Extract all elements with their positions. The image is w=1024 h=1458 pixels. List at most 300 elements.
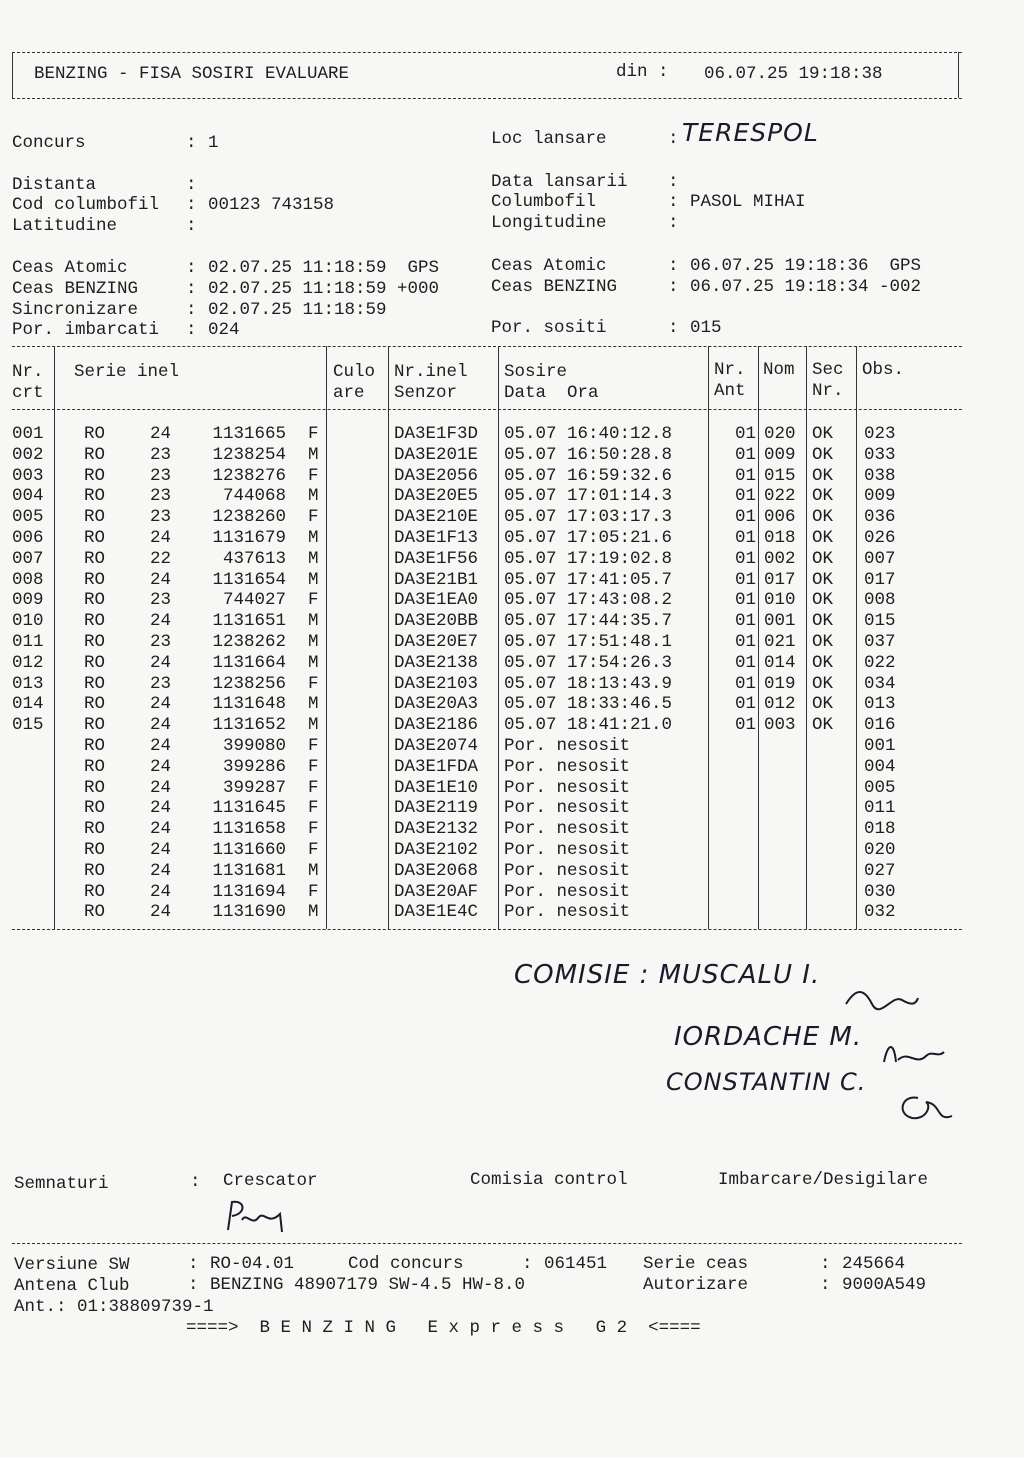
table-row <box>12 424 962 445</box>
table-row <box>12 611 962 632</box>
cell-tara: RO <box>84 548 106 569</box>
cod-columbofil-label: Cod columbofil <box>12 195 160 215</box>
cell-ant: 01 <box>734 632 756 652</box>
versiune-value: RO-04.01 <box>210 1254 295 1274</box>
cell-ant: 01 <box>734 507 756 528</box>
cod-concurs-label: Cod concurs <box>348 1254 464 1274</box>
cell-senzor: DA3E2138 <box>394 652 479 673</box>
data-lansarii-colon: : <box>668 172 679 192</box>
loc-lansare-colon: : <box>668 129 679 149</box>
cell-an: 24 <box>150 424 172 444</box>
th-culoare-1: Culo <box>333 362 376 382</box>
signature-2-icon <box>880 1036 950 1070</box>
cell-sosire: 05.07 17:19:02.8 <box>504 548 673 569</box>
cell-nr: 744027 <box>222 590 286 611</box>
cell-ant: 01 <box>734 611 756 632</box>
ceas-benzing-colon-right: : <box>668 277 679 297</box>
cell-sex: M <box>308 652 319 673</box>
th-nr-ant-1: Nr. <box>714 360 746 380</box>
cod-columbofil-value: 00123 743158 <box>208 195 335 215</box>
cell-nom: 017 <box>764 569 796 590</box>
cell-tara: RO <box>84 424 106 444</box>
th-nr-ant-2: Ant <box>714 381 746 401</box>
th-nr-crt-1: Nr. <box>12 362 44 382</box>
cell-obs: 004 <box>864 756 896 777</box>
ceas-atomic-colon-left: : <box>186 258 197 278</box>
cell-an: 24 <box>150 881 172 902</box>
loc-lansare-label: Loc lansare <box>491 129 607 149</box>
cell-ant: 01 <box>734 569 756 590</box>
cell-sosire: 05.07 17:03:17.3 <box>504 507 673 528</box>
cell-obs: 013 <box>864 694 896 715</box>
data-lansarii-label: Data lansarii <box>491 172 628 192</box>
din-value: 06.07.25 19:18:38 <box>704 64 883 84</box>
th-sec-2: Nr. <box>812 381 844 401</box>
cell-sex: M <box>308 548 319 569</box>
cod-concurs-colon: : <box>522 1254 533 1274</box>
cell-nom: 003 <box>764 715 796 736</box>
cell-ant: 01 <box>734 465 756 486</box>
cell-sec: OK <box>812 444 834 465</box>
cell-sec: OK <box>812 569 834 590</box>
cell-tara: RO <box>84 715 106 736</box>
cell-ant: 01 <box>734 715 756 736</box>
cell-crt: 006 <box>12 528 44 548</box>
header-top-rule <box>12 52 962 53</box>
sincronizare-value: 02.07.25 11:18:59 <box>208 300 387 320</box>
cell-an: 24 <box>150 736 172 756</box>
cell-tara: RO <box>84 860 106 881</box>
cell-obs: 038 <box>864 465 896 486</box>
cell-an: 24 <box>150 611 172 632</box>
semnaturi-label: Semnaturi <box>14 1174 109 1194</box>
cell-ant: 01 <box>734 486 756 507</box>
cell-senzor: DA3E20BB <box>394 611 479 632</box>
cell-tara: RO <box>84 881 106 902</box>
cell-nr: 399080 <box>222 736 286 756</box>
cell-senzor: DA3E1FDA <box>394 756 479 777</box>
table-row <box>12 549 962 570</box>
cell-tara: RO <box>84 756 106 777</box>
cell-sosire: Por. nesosit <box>504 881 631 902</box>
cell-crt: 004 <box>12 486 44 507</box>
cell-nom: 012 <box>764 694 796 715</box>
cell-an: 24 <box>150 569 172 590</box>
latitudine-label: Latitudine <box>12 216 118 236</box>
cell-senzor: DA3E1F56 <box>394 548 479 569</box>
cell-obs: 027 <box>864 860 896 881</box>
cell-sex: F <box>308 507 319 528</box>
cell-nr: 1131651 <box>212 611 286 632</box>
cell-obs: 030 <box>864 881 896 902</box>
cell-sec: OK <box>812 694 834 715</box>
table-row <box>12 466 962 487</box>
cell-crt: 011 <box>12 632 44 652</box>
cell-an: 23 <box>150 486 172 507</box>
cell-sec: OK <box>812 632 834 652</box>
table-row <box>12 840 962 861</box>
cell-tara: RO <box>84 569 106 590</box>
columbofil-colon: : <box>668 192 679 212</box>
cell-obs: 015 <box>864 611 896 632</box>
cell-senzor: DA3E2068 <box>394 860 479 881</box>
cell-an: 22 <box>150 548 172 569</box>
th-serie-inel: Serie inel <box>74 362 180 382</box>
table-row <box>12 819 962 840</box>
cell-nr: 1131660 <box>212 840 286 860</box>
cell-nom: 009 <box>764 444 796 465</box>
th-sec-1: Sec <box>812 360 844 380</box>
cell-obs: 017 <box>864 569 896 590</box>
table-bottom-rule <box>12 929 962 930</box>
concurs-value: 1 <box>208 133 219 153</box>
cell-obs: 018 <box>864 819 896 840</box>
cell-nr: 1131679 <box>212 528 286 548</box>
cell-nr: 1131694 <box>212 881 286 902</box>
cell-sosire: Por. nesosit <box>504 736 631 756</box>
cell-an: 23 <box>150 590 172 611</box>
cell-tara: RO <box>84 673 106 694</box>
cell-crt: 015 <box>12 715 44 736</box>
cell-sec: OK <box>812 652 834 673</box>
cell-senzor: DA3E2056 <box>394 465 479 486</box>
cell-senzor: DA3E20AF <box>394 881 479 902</box>
cell-an: 23 <box>150 507 172 528</box>
th-nr-crt-2: crt <box>12 383 44 403</box>
autorizare-value: 9000A549 <box>842 1275 927 1295</box>
cell-sosire: 05.07 18:13:43.9 <box>504 673 673 694</box>
cell-sosire: 05.07 17:05:21.6 <box>504 528 673 548</box>
concurs-colon: : <box>186 133 197 153</box>
cell-sosire: 05.07 18:41:21.0 <box>504 715 673 736</box>
cell-sex: F <box>308 798 319 819</box>
cell-sex: F <box>308 819 319 840</box>
cell-an: 23 <box>150 465 172 486</box>
benzing-express-line: ====> B E N Z I N G E x p r e s s G 2 <==== <box>186 1318 701 1338</box>
footer-top-rule <box>12 1243 962 1244</box>
cell-tara: RO <box>84 819 106 840</box>
ceas-benzing-value-left: 02.07.25 11:18:59 +000 <box>208 279 440 299</box>
cell-nr: 1131648 <box>212 694 286 715</box>
cell-sex: M <box>308 632 319 652</box>
comisie-handwritten-line2: IORDACHE M. <box>674 1022 863 1052</box>
cell-sosire: 05.07 18:33:46.5 <box>504 694 673 715</box>
cell-sec: OK <box>812 715 834 736</box>
cell-senzor: DA3E20E7 <box>394 632 479 652</box>
cell-nr: 1131665 <box>212 424 286 444</box>
cell-sec: OK <box>812 611 834 632</box>
antena-label: Antena Club <box>14 1276 130 1296</box>
cell-sec: OK <box>812 548 834 569</box>
cell-sec: OK <box>812 465 834 486</box>
por-sositi-value: 015 <box>690 318 722 338</box>
cell-obs: 020 <box>864 840 896 860</box>
cell-tara: RO <box>84 652 106 673</box>
sincronizare-label: Sincronizare <box>12 300 139 320</box>
imbarcare-label: Imbarcare/Desigilare <box>718 1170 929 1190</box>
autorizare-label: Autorizare <box>643 1275 749 1295</box>
cell-obs: 037 <box>864 632 896 652</box>
cell-tara: RO <box>84 777 106 798</box>
cell-sosire: 05.07 17:51:48.1 <box>504 632 673 652</box>
cell-ant: 01 <box>734 528 756 548</box>
sincronizare-colon: : <box>186 300 197 320</box>
cell-an: 24 <box>150 528 172 548</box>
cell-tara: RO <box>84 632 106 652</box>
cell-sex: F <box>308 777 319 798</box>
cell-senzor: DA3E20A3 <box>394 694 479 715</box>
cell-tara: RO <box>84 486 106 507</box>
cell-an: 24 <box>150 694 172 715</box>
table-row <box>12 445 962 466</box>
cell-nr: 399286 <box>222 756 286 777</box>
cell-an: 24 <box>150 860 172 881</box>
th-nr-inel-1: Nr.inel <box>394 362 468 382</box>
cell-crt: 009 <box>12 590 44 611</box>
cell-an: 24 <box>150 819 172 840</box>
cell-tara: RO <box>84 528 106 548</box>
crescator-signature-icon <box>222 1196 292 1236</box>
cell-sec: OK <box>812 528 834 548</box>
cell-obs: 032 <box>864 902 896 923</box>
crescator-label: Crescator <box>223 1171 318 1191</box>
cell-nom: 002 <box>764 548 796 569</box>
columbofil-label: Columbofil <box>491 192 597 212</box>
table-row <box>12 736 962 757</box>
cod-concurs-value: 061451 <box>544 1254 608 1274</box>
ceas-atomic-colon-right: : <box>668 256 679 276</box>
ceas-atomic-label-right: Ceas Atomic <box>491 256 607 276</box>
th-nr-inel-2: Senzor <box>394 383 458 403</box>
serie-ceas-colon: : <box>820 1254 831 1274</box>
cell-sex: M <box>308 860 319 881</box>
cell-nr: 1238260 <box>212 507 286 528</box>
signature-3-icon <box>892 1088 962 1128</box>
cell-sec: OK <box>812 590 834 611</box>
header-bottom-rule <box>12 98 962 99</box>
por-imbarcati-colon: : <box>186 320 197 340</box>
cell-sex: M <box>308 694 319 715</box>
cell-senzor: DA3E1E10 <box>394 777 479 798</box>
cell-obs: 022 <box>864 652 896 673</box>
longitudine-label: Longitudine <box>491 213 607 233</box>
distanta-colon: : <box>186 175 197 195</box>
cell-sosire: Por. nesosit <box>504 777 631 798</box>
cell-nr: 1238276 <box>212 465 286 486</box>
ceas-benzing-label-right: Ceas BENZING <box>491 277 618 297</box>
cell-obs: 001 <box>864 736 896 756</box>
cell-senzor: DA3E2074 <box>394 736 479 756</box>
cell-senzor: DA3E1EA0 <box>394 590 479 611</box>
cell-nr: 399287 <box>222 777 286 798</box>
cell-crt: 010 <box>12 611 44 632</box>
cell-tara: RO <box>84 507 106 528</box>
table-row <box>12 861 962 882</box>
cell-senzor: DA3E210E <box>394 507 479 528</box>
table-row <box>12 757 962 778</box>
table-row <box>12 902 962 923</box>
cell-ant: 01 <box>734 673 756 694</box>
cell-senzor: DA3E20E5 <box>394 486 479 507</box>
cell-obs: 036 <box>864 507 896 528</box>
cell-nr: 437613 <box>222 548 286 569</box>
cell-nr: 1131654 <box>212 569 286 590</box>
cell-an: 23 <box>150 632 172 652</box>
table-row <box>12 570 962 591</box>
th-sosire-1: Sosire <box>504 362 568 382</box>
th-obs: Obs. <box>862 360 905 380</box>
cell-senzor: DA3E1F13 <box>394 528 479 548</box>
cell-sec: OK <box>812 486 834 507</box>
cell-nr: 1131652 <box>212 715 286 736</box>
cell-sex: M <box>308 444 319 465</box>
table-top-rule <box>12 346 962 347</box>
cell-an: 23 <box>150 673 172 694</box>
comisia-label: Comisia control <box>470 1170 628 1190</box>
cell-sosire: 05.07 16:40:12.8 <box>504 424 673 444</box>
din-label: din : <box>616 62 669 82</box>
versiune-label: Versiune SW <box>14 1255 130 1275</box>
table-row <box>12 507 962 528</box>
cell-sex: M <box>308 611 319 632</box>
cell-crt: 005 <box>12 507 44 528</box>
table-row <box>12 882 962 903</box>
cell-tara: RO <box>84 465 106 486</box>
cell-sosire: Por. nesosit <box>504 860 631 881</box>
cell-tara: RO <box>84 611 106 632</box>
cell-senzor: DA3E1F3D <box>394 424 479 444</box>
cell-crt: 003 <box>12 465 44 486</box>
cell-an: 24 <box>150 798 172 819</box>
table-row <box>12 778 962 799</box>
cell-senzor: DA3E2119 <box>394 798 479 819</box>
cell-nr: 1238254 <box>212 444 286 465</box>
ceas-atomic-value-right: 06.07.25 19:18:36 GPS <box>690 256 922 276</box>
cod-columbofil-colon: : <box>186 195 197 215</box>
concurs-label: Concurs <box>12 133 86 153</box>
cell-sex: F <box>308 756 319 777</box>
cell-nom: 020 <box>764 424 796 444</box>
table-row <box>12 632 962 653</box>
cell-obs: 008 <box>864 590 896 611</box>
table-row <box>12 486 962 507</box>
cell-nr: 1131681 <box>212 860 286 881</box>
cell-nom: 001 <box>764 611 796 632</box>
longitudine-colon: : <box>668 213 679 233</box>
th-culoare-2: are <box>333 383 365 403</box>
cell-tara: RO <box>84 590 106 611</box>
distanta-label: Distanta <box>12 175 97 195</box>
cell-nom: 015 <box>764 465 796 486</box>
cell-sex: M <box>308 569 319 590</box>
cell-ant: 01 <box>734 548 756 569</box>
cell-sosire: Por. nesosit <box>504 798 631 819</box>
th-sosire-2: Data Ora <box>504 383 599 403</box>
cell-sosire: Por. nesosit <box>504 756 631 777</box>
ceas-atomic-value-left: 02.07.25 11:18:59 GPS <box>208 258 440 278</box>
cell-nr: 744068 <box>222 486 286 507</box>
cell-sex: M <box>308 528 319 548</box>
cell-nr: 1131658 <box>212 819 286 840</box>
versiune-colon: : <box>188 1254 199 1274</box>
table-row <box>12 798 962 819</box>
cell-senzor: DA3E201E <box>394 444 479 465</box>
table-row <box>12 528 962 549</box>
cell-an: 24 <box>150 777 172 798</box>
cell-sex: F <box>308 673 319 694</box>
cell-obs: 007 <box>864 548 896 569</box>
cell-an: 23 <box>150 444 172 465</box>
report-title: BENZING - FISA SOSIRI EVALUARE <box>34 64 350 84</box>
cell-crt: 001 <box>12 424 44 444</box>
header-right-border <box>958 52 959 98</box>
cell-senzor: DA3E2186 <box>394 715 479 736</box>
por-imbarcati-value: 024 <box>208 320 240 340</box>
cell-sex: M <box>308 715 319 736</box>
cell-nom: 019 <box>764 673 796 694</box>
serie-ceas-label: Serie ceas <box>643 1254 749 1274</box>
cell-nom: 010 <box>764 590 796 611</box>
cell-nr: 1238256 <box>212 673 286 694</box>
cell-an: 24 <box>150 652 172 673</box>
th-nom: Nom <box>763 360 795 380</box>
comisie-handwritten-line3: CONSTANTIN C. <box>666 1068 867 1096</box>
autorizare-colon: : <box>820 1275 831 1295</box>
cell-crt: 007 <box>12 548 44 569</box>
cell-tara: RO <box>84 798 106 819</box>
cell-senzor: DA3E21B1 <box>394 569 479 590</box>
cell-sosire: 05.07 17:44:35.7 <box>504 611 673 632</box>
cell-obs: 034 <box>864 673 896 694</box>
cell-nr: 1131645 <box>212 798 286 819</box>
cell-sec: OK <box>812 424 834 444</box>
por-sositi-label: Por. sositi <box>491 318 607 338</box>
cell-sosire: 05.07 16:50:28.8 <box>504 444 673 465</box>
cell-senzor: DA3E2132 <box>394 819 479 840</box>
ceas-benzing-label-left: Ceas BENZING <box>12 279 139 299</box>
cell-sex: F <box>308 424 319 444</box>
cell-an: 24 <box>150 715 172 736</box>
cell-tara: RO <box>84 736 106 756</box>
signature-1-icon <box>842 984 922 1014</box>
cell-tara: RO <box>84 694 106 715</box>
cell-sosire: 05.07 17:54:26.3 <box>504 652 673 673</box>
ceas-atomic-label-left: Ceas Atomic <box>12 258 128 278</box>
cell-an: 24 <box>150 756 172 777</box>
cell-ant: 01 <box>734 424 756 444</box>
cell-sec: OK <box>812 673 834 694</box>
por-sositi-colon: : <box>668 318 679 338</box>
cell-crt: 014 <box>12 694 44 715</box>
cell-obs: 026 <box>864 528 896 548</box>
cell-sosire: Por. nesosit <box>504 819 631 840</box>
cell-sex: F <box>308 840 319 860</box>
latitudine-colon: : <box>186 216 197 236</box>
comisie-handwritten-line1: COMISIE : MUSCALU I. <box>514 960 821 990</box>
cell-sosire: 05.07 17:41:05.7 <box>504 569 673 590</box>
cell-sex: M <box>308 486 319 507</box>
cell-obs: 005 <box>864 777 896 798</box>
cell-crt: 013 <box>12 673 44 694</box>
cell-nom: 018 <box>764 528 796 548</box>
cell-an: 24 <box>150 840 172 860</box>
cell-crt: 008 <box>12 569 44 590</box>
ant-line: Ant.: 01:38809739-1 <box>14 1297 214 1317</box>
cell-nr: 1131690 <box>212 902 286 923</box>
cell-nom: 006 <box>764 507 796 528</box>
columbofil-value: PASOL MIHAI <box>690 192 806 212</box>
loc-lansare-handwritten: TERESPOL <box>682 118 819 147</box>
